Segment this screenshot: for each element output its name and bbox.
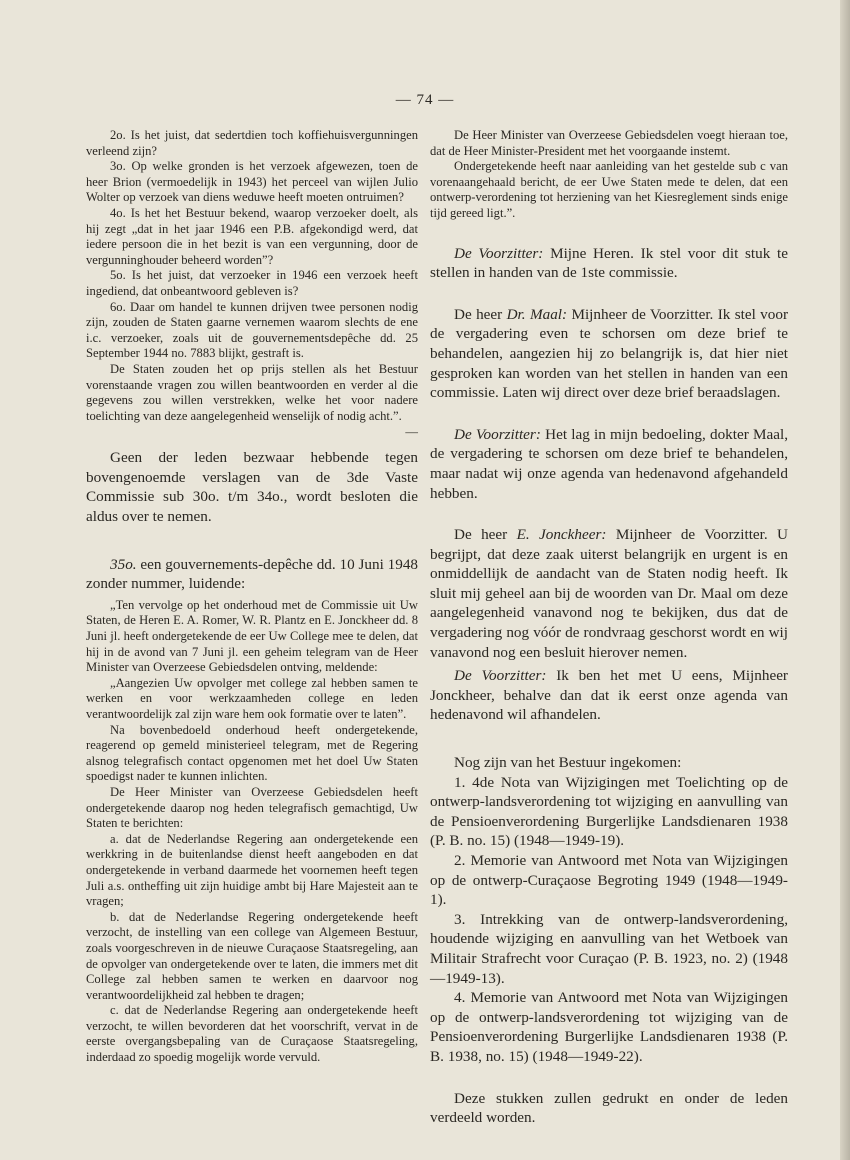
closing-paragraph: De Staten zouden het op prijs stellen als het Bestuur vorenstaande vragen zou willen beantwoorden en verder al die gegevens zou willen verstrekken, welke het voor nadere toelichting van deze aangelegenheid wenselijk of nodig acht.”.: [86, 361, 418, 423]
page-number: — 74 —: [395, 92, 455, 108]
speech-voorzitter-1: De Voorzitter: Mijne Heren. Ik stel voor dit stuk te stellen in handen van de 1ste commissie.: [430, 244, 788, 282]
decision-paragraph: Geen der leden bezwaar hebbende tegen bovengenoemde verslagen van de 3de Vaste Commissie sub 30o. t/m 34o., wordt besloten die aldus over te nemen.: [86, 449, 418, 526]
speech-voorzitter-2: De Voorzitter: Het lag in mijn bedoeling, dokter Maal, de vergadering te schorsen om deze brief te behandelen, maar nadat wij onze agenda van hedenavond afgehandeld hebben.: [430, 425, 788, 502]
depeche-paragraph-1: „Ten vervolge op het onderhoud met de Commissie uit Uw Staten, de Heren E. A. Romer, W. R. Plantz en E. Jonckheer dd. 8 Juni jl. heeft ondergetekende de eer Uw College mee te delen, dat hij in de avond van 7 Juni jl. een geheim telegram van de Heer Minister van Overzeese Gebiedsdelen ontving, meldende:: [86, 597, 418, 675]
depeche-paragraph-6: Ondergetekende heeft naar aanleiding van het gestelde sub c van vorenaangehaald bericht, de eer Uwe Staten mede te delen, dat een ontwerp-verordening tot herziening van het Kiesreglement sinds enige tijd gereed ligt.”.: [430, 159, 788, 220]
speaker-name: De Voorzitter:: [454, 244, 544, 262]
incoming-intro: Nog zijn van het Bestuur ingekomen:: [454, 754, 682, 772]
speech-maal: De heer Dr. Maal: Mijnheer de Voorzitter. Ik stel voor de vergadering even te schorsen om deze brief te behandelen, aangezien hij zo belangrijk is, dat hier niet gesproken kan worden van het stellen in handen van een commissie. Laten wij direct over deze brief beraadslagen.: [430, 305, 789, 402]
incoming-item-1: 1. 4de Nota van Wijzigingen met Toelichting op de ontwerp-landsverordening tot wijziging en aanvulling van de Pensioenverordening Burgerlijke Landsdienaren 1938 (P. B. no. 15) (1948—1949-19).: [430, 773, 788, 850]
item-35-heading: [86, 555, 418, 594]
depeche-continuation: [430, 128, 788, 222]
incoming-item-3: 3. Intrekking van de ontwerp-landsverordening, houdende wijziging en aanvulling van het Wetboek van Militair Strafrecht voor Curaçao (P. B. 1923, no. 2) (1948—1949-13).: [430, 910, 788, 987]
question-2: 2o. Is het juist, dat sedertdien toch koffiehuisvergunningen verleend zijn?: [86, 128, 418, 158]
item-35-text: een gouvernements-depêche dd. 10 Juni 1948 zonder nummer, luidende:: [86, 555, 419, 593]
question-6: 6o. Daar om handel te kunnen drijven twee personen nodig zijn, zouden de Staten gaarne vernemen waarom slechts de ene i.c. verzoeker, zoals uit de gouvernementsdepêche dd. 25 September 1944 no. 7883 blijkt, gestraft is.: [86, 299, 418, 361]
right-column: [430, 128, 788, 1128]
depeche-paragraph-2: „Aangezien Uw opvolger met college zal hebben samen te werken en voor werkzaamheden college en leden verantwoordelijk zal zijn ware hem ook formatie over te laten”.: [86, 675, 418, 721]
incoming-item-4: 4. Memorie van Antwoord met Nota van Wijzigingen op de ontwerp-landsverordening tot wijziging van de Pensioenverordening Burgerlijke Landsdienaren 1938 (P. B. 1938, no. 15) (1948—1949-22).: [430, 989, 788, 1065]
speech-voorzitter-3: De Voorzitter: Ik ben het met U eens, Mijnheer Jonckheer, behalve dan dat ik eerst onze agenda van hedenavond wil afhandelen.: [430, 667, 788, 724]
depeche-paragraph-5: De Heer Minister van Overzeese Gebiedsdelen voegt hieraan toe, dat de Heer Minister-President met het voorgaande instemt.: [430, 128, 788, 158]
depeche-paragraph-4: De Heer Minister van Overzeese Gebiedsdelen heeft ondergetekende daarop nog heden telegrafisch gemachtigd, Uw Staten te berichten:: [86, 784, 418, 831]
speech-jonckheer: De heer E. Jonckheer: Mijnheer de Voorzitter. U begrijpt, dat deze zaak uiterst belangrijk en urgent is en onmiddellijk de aandacht van de Staten nodig heeft. Ik sluit mij geheel aan bij de woorden van Dr. Maal om deze aangelegenheid vanavond nog te bekijken, dus dat de vergadering nog vóór de rondvraag geschorst wordt en wij vanavond nog een besluit hierover nemen.: [430, 526, 788, 661]
item-35-number: 35o.: [110, 555, 137, 573]
final-note: Deze stukken zullen gedrukt en onder de leden verdeeld worden.: [430, 1089, 788, 1127]
speaker-name: De Voorzitter:: [454, 667, 547, 685]
question-3: 3o. Op welke gronden is het verzoek afgewezen, toen de heer Brion (vermoedelijk in 1943) het perceel van wijlen Julio Wolter op verzoek van diens weduwe heeft moeten ontruimen?: [86, 159, 418, 205]
depeche-paragraph-3: Na bovenbedoeld onderhoud heeft ondergetekende, reagerend op gemeld ministerieel telegram, met de Regering alsnog telegrafisch contact opgenomen met het doel Uw Staten spoedigst nader te kunnen inlichten.: [86, 722, 418, 784]
question-5: 5o. Is het juist, dat verzoeker in 1946 een verzoek heeft ingediend, dat onbeantwoord gebleven is?: [86, 268, 418, 298]
questions-block: [86, 128, 418, 438]
separator-dash: —: [405, 425, 418, 440]
page-edge-shadow: [840, 0, 850, 1160]
speaker-name: De Voorzitter:: [454, 425, 541, 443]
depeche-point-a: a. dat de Nederlandse Regering aan ondergetekende een werkkring in de buitenlandse dienst heeft aangeboden en dat ondergetekende in verband daarmede het voornemen heeft tegen Juli a.s. ontheffing uit zijn huidige ambt bij Hare Majesteit aan te vragen;: [86, 831, 418, 909]
speaker-name: E. Jonckheer:: [516, 526, 607, 544]
depeche-block: [86, 598, 418, 1066]
left-column: [86, 128, 418, 1066]
speaker-name: Dr. Maal:: [506, 305, 568, 323]
question-4: 4o. Is het het Bestuur bekend, waarop verzoeker doelt, als hij zegt „dat in het jaar 1946 een P.B. afgekondigd werd, dat iedere persoon die in het bezit is van een vergunning, door de vergunninghouder beheerd worden”?: [86, 205, 418, 267]
depeche-point-c: c. dat de Nederlandse Regering aan ondergetekende heeft verzocht, te willen bevorderen dat het voorschrift, vervat in de eerste overgangsbepaling van de Curaçaose Staatsregeling, inderdaad zo spoedig mogelijk worde vervuld.: [86, 1003, 418, 1065]
incoming-item-2: 2. Memorie van Antwoord met Nota van Wijzigingen op de ontwerp-Curaçaose Begroting 1949 (1948—1949-1).: [430, 852, 788, 909]
depeche-point-b: b. dat de Nederlandse Regering ondergetekende heeft verzocht, de instelling van een college van Algemeen Bestuur, zoals voorgeschreven in de nieuwe Curaçaose Staatsregeling, aan de opvolger van ondergetekende over te laten, die immers met dit College zal hebben samen te werken en daarvoor nog verantwoordelijkheid zal hebben te dragen;: [86, 909, 418, 1002]
